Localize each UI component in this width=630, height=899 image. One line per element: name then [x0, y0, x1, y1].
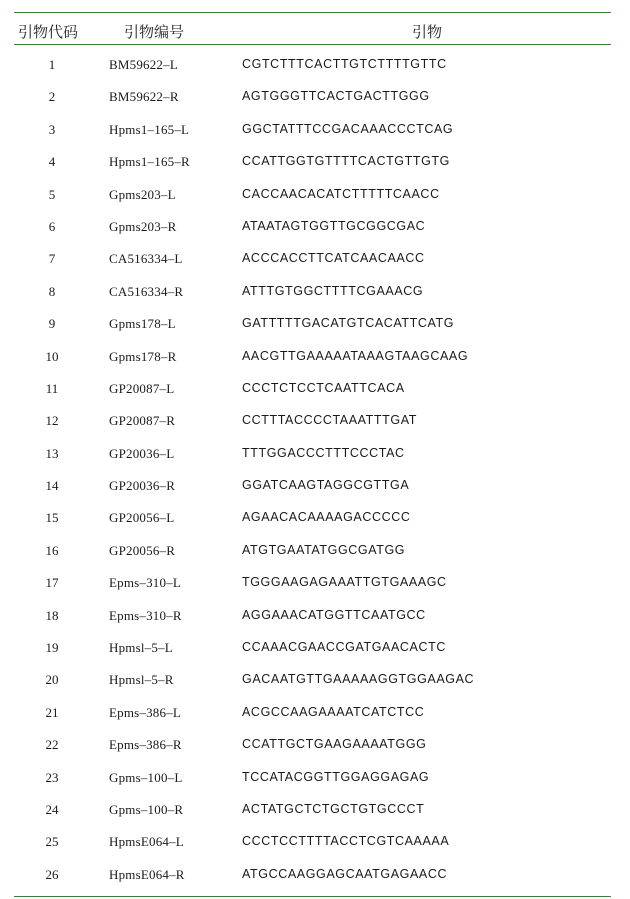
- primer-code-cell: 26: [45, 866, 59, 882]
- primer-sequence-cell: ATGTGAATATGGCGATGG: [242, 542, 406, 557]
- primer-sequence-cell: ACTATGCTCTGCTGTGCCCT: [242, 801, 425, 816]
- primer-sequence-cell: ACCCACCTTCATCAACAACC: [242, 251, 425, 266]
- header-primer-sequence: 引物: [412, 23, 443, 41]
- table-row: [14, 308, 611, 340]
- primer-code-cell: 19: [45, 640, 59, 656]
- table-row: [14, 179, 611, 211]
- primer-sequence-cell: CGTCTTTCACTTGTCTTTTGTTC: [242, 57, 447, 71]
- table-row: [14, 211, 611, 243]
- primer-code-cell: 23: [45, 769, 59, 785]
- primer-id-cell: Epms–310–R: [109, 607, 182, 623]
- primer-id-cell: GP20056–R: [109, 542, 176, 558]
- primer-code-cell: 4: [48, 154, 56, 170]
- table-row: [14, 114, 611, 146]
- primer-sequence-cell: TTTGGACCCTTTCCCTAC: [242, 445, 405, 460]
- primer-id-cell: BM59622–L: [109, 57, 178, 72]
- primer-sequence-cell: AGAACACAAAAGACCCCC: [242, 510, 411, 525]
- primer-table: [14, 12, 611, 897]
- table-row: [14, 859, 611, 891]
- table-row: [14, 535, 611, 567]
- primer-sequence-cell: CCAAACGAACCGATGAACACTC: [242, 640, 446, 655]
- primer-id-cell: BM59622–R: [109, 89, 179, 105]
- primer-id-cell: HpmsE064–R: [109, 866, 185, 882]
- bottom-rule: [14, 896, 611, 897]
- primer-sequence-cell: CCATTGGTGTTTTCACTGTTGTG: [242, 154, 450, 169]
- primer-sequence-cell: CACCAACACATCTTTTTCAACC: [242, 186, 440, 201]
- primer-sequence-cell: AGTGGGTTCACTGACTTGGG: [242, 89, 430, 104]
- primer-id-cell: Gpms178–R: [109, 348, 177, 364]
- table-row: [14, 276, 611, 308]
- primer-id-cell: CA516334–R: [109, 283, 184, 299]
- primer-sequence-cell: GGATCAAGTAGGCGTTGA: [242, 478, 410, 493]
- primer-sequence-cell: AGGAAACATGGTTCAATGCC: [242, 607, 426, 622]
- table-row: [14, 49, 611, 81]
- table-row: [14, 826, 611, 858]
- primer-code-cell: 2: [48, 89, 56, 105]
- table-header: [14, 13, 611, 44]
- primer-code-cell: 14: [45, 478, 59, 494]
- primer-sequence-cell: ACGCCAAGAAAATCATCTCC: [242, 704, 425, 719]
- primer-sequence-cell: CCCTCTCCTCAATTCACA: [242, 380, 405, 395]
- primer-id-cell: GP20087–R: [109, 413, 176, 429]
- primer-id-cell: Epms–386–L: [109, 704, 182, 720]
- primer-id-cell: HpmsE064–L: [109, 834, 184, 850]
- primer-code-cell: 6: [48, 218, 56, 234]
- header-primer-id: 引物编号: [124, 23, 185, 41]
- primer-code-cell: 17: [45, 575, 59, 591]
- primer-id-cell: Gpms178–L: [109, 316, 176, 332]
- primer-id-cell: Hpmsl–5–L: [109, 640, 173, 656]
- primer-code-cell: 13: [45, 445, 59, 461]
- primer-id-cell: Gpms–100–R: [109, 801, 184, 817]
- primer-code-cell: 8: [48, 283, 56, 299]
- table-row: [14, 632, 611, 664]
- table-row: [14, 664, 611, 696]
- primer-sequence-cell: CCTTTACCCCTAAATTTGAT: [242, 413, 417, 428]
- primer-sequence-cell: ATGCCAAGGAGCAATGAGAACC: [242, 866, 448, 881]
- table-row: [14, 341, 611, 373]
- table-row: [14, 470, 611, 502]
- table-row: [14, 146, 611, 178]
- primer-code-cell: 1: [48, 57, 56, 72]
- primer-id-cell: GP20036–R: [109, 478, 176, 494]
- table-row: [14, 697, 611, 729]
- table-row: [14, 438, 611, 470]
- table-body: [14, 45, 611, 896]
- primer-sequence-cell: CCATTGCTGAAGAAAATGGG: [242, 737, 427, 752]
- primer-code-cell: 25: [45, 834, 59, 850]
- primer-sequence-cell: GATTTTTGACATGTCACATTCATG: [242, 316, 455, 331]
- primer-sequence-cell: ATTTGTGGCTTTTCGAAACG: [242, 283, 424, 298]
- primer-code-cell: 12: [45, 413, 59, 429]
- table-row: [14, 729, 611, 761]
- primer-id-cell: Gpms203–R: [109, 218, 177, 234]
- header-primer-code: 引物代码: [18, 23, 79, 41]
- table-row: [14, 405, 611, 437]
- primer-id-cell: Gpms–100–L: [109, 769, 183, 785]
- primer-sequence-cell: CCCTCCTTTTACCTCGTCAAAAA: [242, 834, 450, 849]
- table-row: [14, 600, 611, 632]
- table-row: [14, 243, 611, 275]
- primer-id-cell: Hpmsl–5–R: [109, 672, 174, 688]
- primer-id-cell: GP20036–L: [109, 445, 175, 461]
- primer-sequence-cell: GGCTATTTCCGACAAACCCTCAG: [242, 121, 454, 136]
- primer-code-cell: 16: [45, 542, 59, 558]
- primer-id-cell: Hpms1–165–R: [109, 154, 190, 170]
- primer-code-cell: 22: [45, 737, 59, 753]
- primer-code-cell: 15: [45, 510, 59, 526]
- table-row: [14, 502, 611, 534]
- primer-code-cell: 21: [45, 704, 59, 720]
- table-row: [14, 373, 611, 405]
- table-row: [14, 794, 611, 826]
- primer-sequence-cell: TCCATACGGTTGGAGGAGAG: [242, 769, 430, 784]
- primer-code-cell: 3: [48, 121, 56, 137]
- primer-code-cell: 18: [45, 607, 59, 623]
- primer-id-cell: Gpms203–L: [109, 186, 176, 202]
- primer-code-cell: 7: [48, 251, 56, 267]
- primer-code-cell: 20: [45, 672, 59, 688]
- primer-code-cell: 9: [48, 316, 56, 332]
- primer-sequence-cell: TGGGAAGAGAAATTGTGAAAGC: [242, 575, 447, 590]
- primer-sequence-cell: ATAATAGTGGTTGCGGCGAC: [242, 218, 426, 233]
- table-row: [14, 567, 611, 599]
- primer-id-cell: Epms–386–R: [109, 737, 182, 753]
- primer-code-cell: 11: [45, 380, 59, 396]
- primer-id-cell: Epms–310–L: [109, 575, 182, 591]
- primer-id-cell: GP20087–L: [109, 380, 175, 396]
- primer-id-cell: GP20056–L: [109, 510, 175, 526]
- primer-id-cell: Hpms1–165–L: [109, 121, 190, 137]
- table-row: [14, 81, 611, 113]
- table-row: [14, 762, 611, 794]
- primer-code-cell: 24: [45, 801, 59, 817]
- primer-sequence-cell: GACAATGTTGAAAAAGGTGGAAGAC: [242, 672, 475, 687]
- primer-code-cell: 5: [48, 186, 56, 202]
- primer-sequence-cell: AACGTTGAAAAATAAAGTAAGCAAG: [242, 348, 469, 363]
- primer-id-cell: CA516334–L: [109, 251, 183, 267]
- primer-code-cell: 10: [45, 348, 59, 364]
